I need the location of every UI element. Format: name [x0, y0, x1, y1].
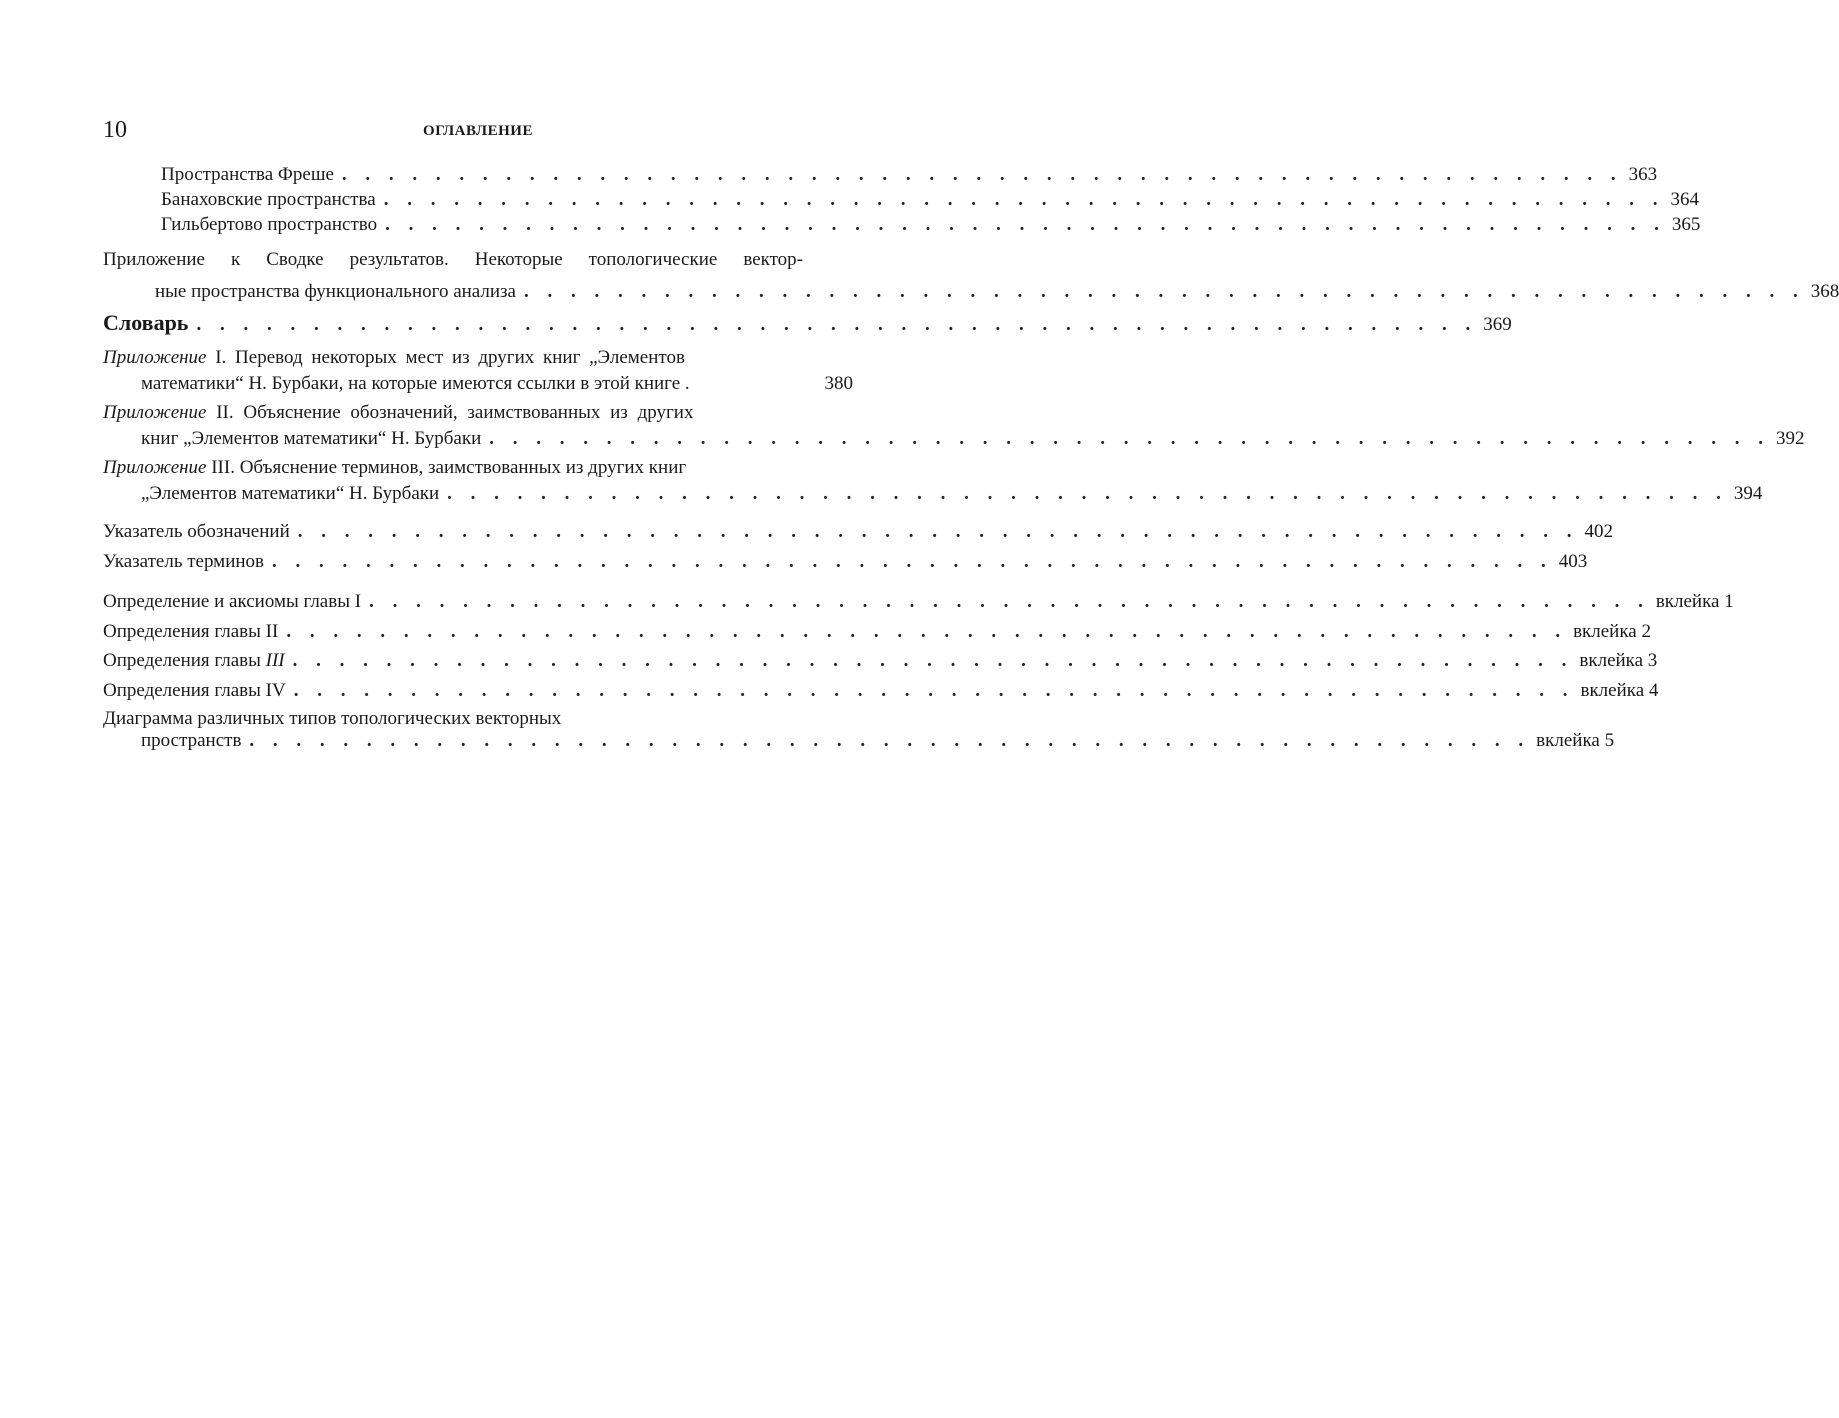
entry-title: Указатель терминов: [103, 551, 265, 572]
page-ref: вклейка 4: [1580, 680, 1659, 701]
page-title: ОГЛАВЛЕНИЕ: [423, 123, 533, 139]
page-ref: 368: [1810, 281, 1839, 302]
page-ref: 365: [1671, 214, 1701, 235]
entry-title: [103, 648, 285, 674]
page-ref: 402: [1584, 521, 1613, 542]
page-number: 10: [103, 117, 127, 143]
entry-title: Банаховские пространства: [161, 189, 376, 210]
toc-entry-appendix-1[interactable]: [103, 345, 853, 397]
page-ref: вклейка 2: [1573, 621, 1651, 642]
dot-leader: . . . . . . . . . . . . . . . . . . . . . . . . . . . . . . . . . . . . . . . . . . . . . . . . . . . . . . .: [447, 483, 1728, 504]
page-ref: 363: [1628, 164, 1658, 185]
dot-leader: . . . . . . . . . . . . . . . . . . . . . . . . . . . . . . . . . . . . . . . . . . . . . . . . . . . . . . .: [489, 428, 1771, 449]
toc-entry-terms-index[interactable]: [103, 549, 1588, 575]
toc-entry-defs-ch3[interactable]: [103, 648, 1658, 674]
toc-entry-notation-index[interactable]: [103, 519, 1613, 545]
entry-title-line-2: „Элементов математики“ Н. Бурбаки: [141, 483, 440, 504]
entry-title-line-1: I. Перевод некоторых мест из других книг „Элементов: [206, 347, 685, 368]
entry-title: [103, 678, 286, 704]
dot-leader: . . . . . . . . . . . . . . . . . . . . . . . . . . . . . . . . . . . . . . . . . . . . . . . . . . . . . . .: [383, 189, 1665, 210]
toc-entry-defs-ch4[interactable]: [103, 678, 1659, 704]
toc-entry-banach[interactable]: [161, 187, 1699, 213]
dot-leader: . . . . . . . . . . . . . . . . . . . . . . . . . . . . . . . . . . . . . . . . . . . . . . . . . . . . . . .: [341, 164, 1623, 185]
appendix-label: Приложение: [103, 402, 207, 423]
dot-leader: . . . . . . . . . . . . . . . . . . . . . . . . . . . . . . . . . . . . . . . . . . . . . . . . . . . . . . .: [272, 551, 1553, 572]
entry-title-line-2: ные пространства функционального анализа: [155, 281, 516, 302]
entry-title-prefix: Определения главы: [103, 650, 266, 671]
page-ref: вклейка 1: [1655, 591, 1734, 612]
toc-entry-appendix-summary[interactable]: [103, 247, 1839, 305]
dot-leader: . . . . . . . . . . . . . . . . . . . . . . . . . . . . . . . . . . . . . . . . . . . . . . . . . . . . . . .: [385, 214, 1666, 235]
toc-entry-dictionary[interactable]: [103, 310, 1512, 336]
dot-leader: . . . . . . . . . . . . . . . . . . . . . . . . . . . . . . . . . . . . . . . . . . . . . . . . . . . . . . .: [369, 591, 1650, 612]
toc-entry-hilbert[interactable]: [161, 212, 1701, 238]
entry-title-line-1: II. Объяснение обозначений, заимствованных из других: [206, 402, 694, 423]
entry-title-prefix: Определения главы: [103, 621, 266, 642]
chapter-numeral: IV: [265, 680, 286, 701]
dot-leader: . . . . . . . . . . . . . . . . . . . . . . . . . . . . . . . . . . . . . . . . . . . . . . . . . . . . . . .: [293, 680, 1575, 701]
entry-title-line-2: математики“ Н. Бурбаки, на которые имеются ссылки в этой книге .: [141, 373, 690, 394]
page-ref: 364: [1670, 189, 1699, 210]
entry-title-line-1: Диаграмма различных типов топологических векторных: [103, 708, 562, 729]
toc-entry-defs-ch2[interactable]: [103, 619, 1651, 645]
entry-title: Указатель обозначений: [103, 521, 290, 542]
entry-title-line-2: пространств: [141, 730, 242, 751]
toc-entry-diagram[interactable]: [103, 708, 1615, 756]
entry-title: [103, 619, 278, 645]
toc-entry-appendix-2[interactable]: [103, 400, 1805, 452]
entry-title: Пространства Фреше: [161, 164, 334, 185]
page-ref: 403: [1558, 551, 1588, 572]
page-ref: 380: [824, 373, 853, 394]
entry-title: Словарь: [103, 310, 189, 335]
entry-title: Определение и аксиомы главы I: [103, 591, 362, 612]
toc-entry-frechet[interactable]: [161, 162, 1658, 188]
entry-title-prefix: Определения главы: [103, 680, 266, 701]
chapter-numeral: III: [265, 650, 285, 671]
appendix-label: Приложение: [103, 347, 207, 368]
page-ref: 394: [1733, 483, 1763, 504]
entry-title-line-1: Приложение к Сводке результатов. Некоторые топологические вектор-: [103, 249, 803, 270]
page-ref: вклейка 3: [1579, 650, 1658, 671]
entry-title: Гильбертово пространство: [161, 214, 378, 235]
dot-leader: . . . . . . . . . . . . . . . . . . . . . . . . . . . . . . . . . . . . . . . . . . . . . . . . . . . . . . .: [249, 730, 1531, 751]
dot-leader: . . . . . . . . . . . . . . . . . . . . . . . . . . . . . . . . . . . . . . . . . . . . . . . . . . . . . . .: [196, 314, 1478, 335]
page-ref: вклейка 5: [1536, 730, 1615, 751]
entry-title-line-1: III. Объяснение терминов, заимствованных из других книг: [206, 457, 687, 478]
appendix-label: Приложение: [103, 457, 207, 478]
dot-leader: . . . . . . . . . . . . . . . . . . . . . . . . . . . . . . . . . . . . . . . . . . . . . . . . . . . . . . .: [523, 281, 1805, 302]
toc-entry-appendix-3[interactable]: [103, 455, 1763, 507]
dot-leader: . . . . . . . . . . . . . . . . . . . . . . . . . . . . . . . . . . . . . . . . . . . . . . . . . . . . . . .: [292, 650, 1574, 671]
page-ref: 392: [1776, 428, 1805, 449]
chapter-numeral: II: [265, 621, 279, 642]
toc-entry-defs-ch1[interactable]: [103, 589, 1734, 615]
page-ref: 369: [1483, 314, 1512, 335]
dot-leader: . . . . . . . . . . . . . . . . . . . . . . . . . . . . . . . . . . . . . . . . . . . . . . . . . . . . . . .: [286, 621, 1568, 642]
running-head: [103, 116, 853, 146]
entry-title-line-2: книг „Элементов математики“ Н. Бурбаки: [141, 428, 482, 449]
dot-leader: . . . . . . . . . . . . . . . . . . . . . . . . . . . . . . . . . . . . . . . . . . . . . . . . . . . . . . .: [297, 521, 1579, 542]
